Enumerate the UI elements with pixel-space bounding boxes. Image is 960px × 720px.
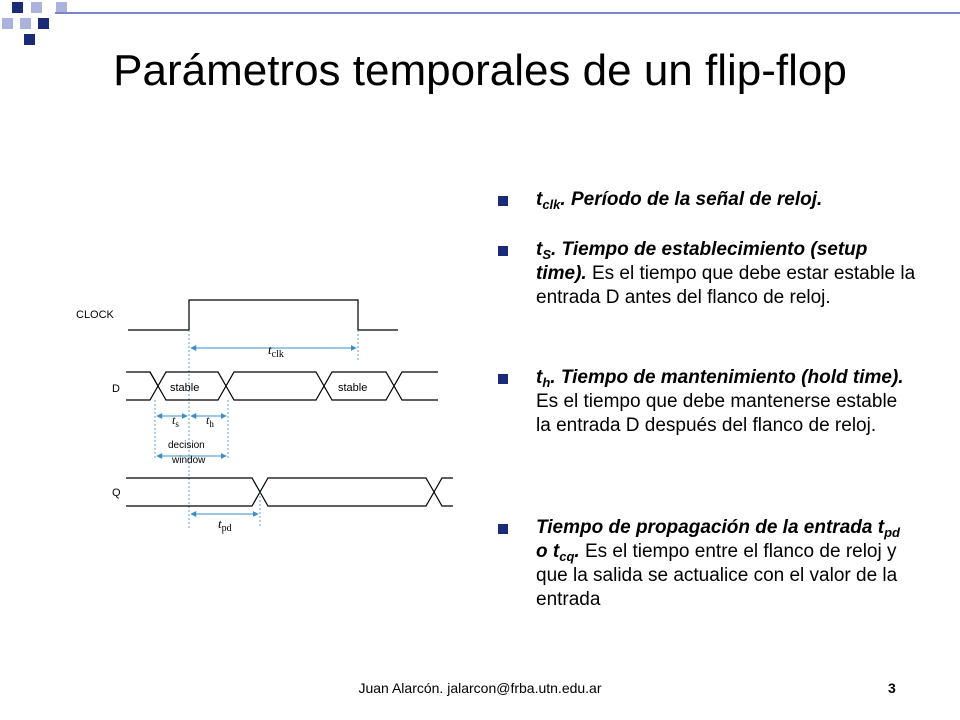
- q-waveform: [126, 478, 453, 506]
- t-clk-label: t: [268, 342, 272, 357]
- header-rule: [55, 12, 960, 14]
- bullet-marker: [498, 246, 508, 256]
- t-pd-sub: pd: [221, 523, 232, 534]
- ts-symbol: t: [536, 239, 543, 260]
- q-label: Q: [112, 487, 121, 499]
- svg-text:th: [206, 413, 214, 429]
- tclk-symbol: t: [536, 189, 543, 210]
- timing-diagram: [68, 288, 458, 538]
- tcq-subscript: cq: [559, 549, 575, 564]
- ts-subscript: S: [542, 247, 551, 262]
- d-label: D: [112, 383, 120, 395]
- t-h-sub: h: [209, 419, 214, 429]
- footer-author: Juan Alarcón. jalarcon@frba.utn.edu.ar: [358, 680, 602, 696]
- tpd-mid: o t: [536, 541, 560, 562]
- decision-label: decision: [168, 440, 205, 451]
- clock-waveform: [128, 300, 398, 330]
- t-s-label: t: [172, 413, 176, 427]
- slide-title: Parámetros temporales de un flip-flop: [113, 46, 847, 95]
- t-h-label: t: [206, 413, 210, 427]
- tpd-subscript: pd: [884, 525, 900, 540]
- bullet-marker: [498, 196, 508, 206]
- ts-description: Es el tiempo que debe estar estable la entrada D antes del flanco de reloj.: [536, 263, 916, 308]
- clock-label: CLOCK: [76, 309, 114, 321]
- svg-text:ts: [172, 413, 179, 429]
- ts-bold-text: . Tiempo de establecimiento (setup time).: [536, 239, 868, 284]
- bullet-marker: [498, 524, 508, 534]
- tpd-description: Es el tiempo entre el flanco de reloj y que la salida se actualice con el valor de la entrada: [536, 541, 898, 610]
- tclk-bold-text: . Período de la señal de reloj.: [560, 189, 823, 210]
- tclk-subscript: clk: [542, 197, 561, 212]
- bullet-marker: [498, 374, 508, 384]
- t-pd-label: t: [218, 516, 222, 531]
- th-bold-text: . Tiempo de mantenimiento (hold time).: [550, 367, 904, 388]
- th-description: Es el tiempo que debe mantenerse estable la entrada D después del flanco de reloj.: [536, 391, 898, 436]
- stable-label-1: stable: [170, 382, 200, 394]
- tpd-bold-pre: Tiempo de propagación de la entrada t: [536, 517, 885, 538]
- th-symbol: t: [536, 367, 543, 388]
- th-subscript: h: [542, 375, 551, 390]
- t-s-sub: s: [175, 419, 179, 429]
- page-number: 3: [888, 680, 896, 696]
- t-clk-sub: clk: [271, 349, 284, 360]
- svg-text:tpd: [218, 516, 232, 534]
- window-label: window: [172, 455, 206, 466]
- tpd-bold-end: .: [574, 541, 580, 562]
- svg-text:tclk: [268, 342, 284, 360]
- stable-label-2: stable: [338, 382, 368, 394]
